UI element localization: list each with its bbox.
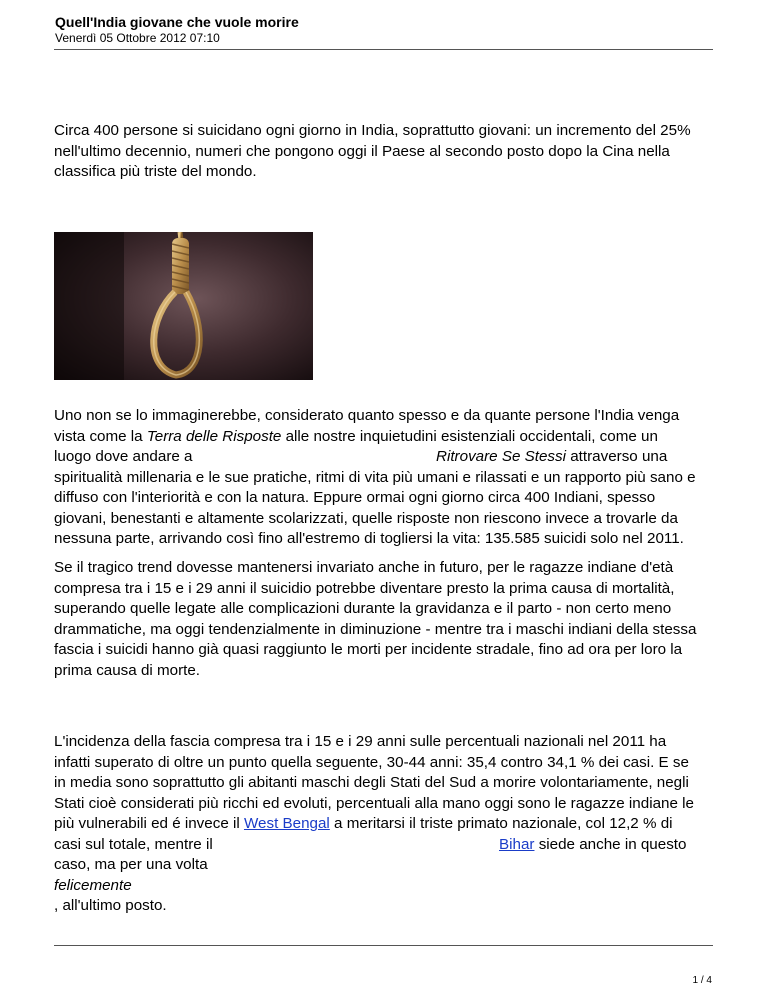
italic-phrase: Ritrovare Se Stessi (436, 448, 566, 465)
doc-title: Quell'India giovane che vuole morire (55, 14, 299, 30)
text-line: Uno non se lo immaginerebbe, considerato quanto spesso e da quante persone l'India venga (54, 407, 680, 424)
text-line: in media sono soprattutto gli abitanti maschi degli Stati del Sud a morire volontariamente, negli (54, 774, 689, 791)
text-line (54, 876, 716, 897)
text-line: L'incidenza della fascia compresa tra i 15 e i 29 anni sulle percentuali nazionali nel 2011 ha (54, 733, 667, 750)
footer-rule (54, 945, 713, 946)
paragraph-1 (54, 406, 716, 550)
text-run: a meritarsi il triste primato nazionale, col 12,2 % di (329, 815, 673, 832)
text-line: prima causa di morte. (54, 661, 201, 679)
text-run: alle nostre inquietudini esistenziali occidentali, come un (281, 427, 658, 445)
text-line (54, 835, 716, 856)
text-run: attraverso una (565, 448, 668, 465)
text-line: nessuna parte, arrivando così fino all'estremo di togliersi la vita: 135.585 suicidi solo nel 2011. (54, 530, 684, 547)
text-line: superando quelle legate alle complicazioni durante la gravidanza e il parto - non certo meno (54, 600, 672, 617)
text-line: Circa 400 persone si suicidano ogni giorno in India, soprattutto giovani: un incremento del 25% (54, 122, 691, 139)
text-line: nell'ultimo decennio, numeri che pongono oggi il Paese al secondo posto dopo la Cina nella (54, 142, 670, 160)
text-line: drammatiche, ma oggi tendenzialmente in diminuzione - mentre tra i maschi indiani della stessa (54, 620, 697, 638)
paragraph-2 (54, 558, 716, 681)
bihar-link[interactable]: Bihar (499, 835, 535, 853)
text-line: compresa tra i 15 e i 29 anni il suicidio potrebbe diventare presto la prima causa di mortalità, (54, 579, 675, 597)
west-bengal-link[interactable]: West Bengal (243, 815, 330, 832)
text-run: luogo dove andare a (54, 448, 193, 465)
intro-paragraph (54, 121, 716, 183)
text-line: Se il tragico trend dovesse mantenersi invariato anche in futuro, per le ragazze indiane d'età (54, 559, 674, 576)
text-line: fascia i suicidi hanno già quasi raggiunto le morti per incidente stradale, fino ad ora per loro la (54, 641, 683, 658)
text-line: infatti superato di oltre un punto quella seguente, 30-44 anni: 35,4 contro 34,1 % dei casi. E se (54, 753, 689, 771)
doc-date: Venerdì 05 Ottobre 2012 07:10 (55, 31, 220, 45)
page-number: 1 / 4 (692, 975, 712, 986)
header-rule (54, 49, 713, 50)
italic-phrase: felicemente (54, 876, 132, 894)
text-line (54, 814, 716, 835)
text-line: classifica più triste del mondo. (54, 163, 257, 180)
text-line: giovani, benestanti e altamente scolarizzati, quelle risposte non riescono invece a trovarle da (54, 509, 678, 527)
text-line (54, 427, 716, 448)
text-run: casi sul totale, mentre il (54, 835, 213, 853)
text-run: più vulnerabili ed é invece il (54, 815, 244, 832)
text-line: spiritualità millenaria e le sue pratiche, ritmi di vita più umani e rilassati e un rapporto più sano e (54, 468, 696, 486)
text-run: siede anche in questo (534, 835, 687, 853)
text-line: , all'ultimo posto. (54, 897, 167, 914)
text-run: vista come la (54, 427, 147, 445)
paragraph-3 (54, 732, 716, 917)
text-line (54, 447, 716, 468)
text-line: diffuso con l'interiorità e con la natura. Eppure ormai ogni giorno circa 400 Indiani, spesso (54, 489, 656, 506)
italic-phrase: Terra delle Risposte (146, 427, 282, 445)
text-line: caso, ma per una volta (54, 856, 208, 873)
text-line: Stati cioè considerati più ricchi ed evoluti, percentuali alla mano oggi sono le ragazze indiane le (54, 794, 694, 812)
noose-photo (54, 232, 313, 380)
